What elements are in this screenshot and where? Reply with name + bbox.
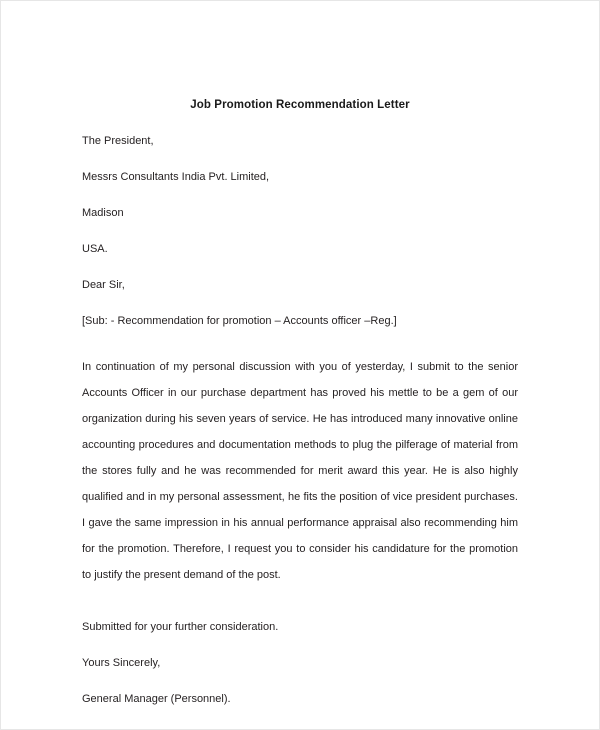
recipient-line-country: USA. xyxy=(82,243,108,255)
signoff: Yours Sincerely, xyxy=(82,657,161,669)
recipient-line-city: Madison xyxy=(82,207,124,219)
recipient-line-company: Messrs Consultants India Pvt. Limited, xyxy=(82,171,270,183)
letter-closing-block xyxy=(82,620,518,706)
letter-body-paragraph: In continuation of my personal discussion with you of yesterday, I submit to the senior Accounts Officer in our purchase department has proved his mettle to be a gem of our organization during his seven years of service. He has introduced many innovative online accounting procedures and documentation methods to plug the pilferage of material from the stores fully and he was recommended for merit award this year. He is also highly qualified and in my personal assessment, he fits the position of vice president purchases. I gave the same impression in his annual performance appraisal also recommending him for the promotion. Therefore, I request you to consider his candidature for the promotion to justify the present demand of the post. xyxy=(82,361,518,581)
salutation-and-subject-block xyxy=(82,278,518,328)
submitted-note: Submitted for your further consideration. xyxy=(82,621,279,633)
letter-content xyxy=(82,1,518,706)
recipient-address-block xyxy=(82,134,518,256)
signature-title: General Manager (Personnel). xyxy=(82,693,231,705)
subject-line: [Sub: - Recommendation for promotion – Accounts officer –Reg.] xyxy=(82,315,397,327)
salutation: Dear Sir, xyxy=(82,279,125,291)
recipient-line-president: The President, xyxy=(82,135,154,147)
letter-title: Job Promotion Recommendation Letter xyxy=(190,99,410,111)
